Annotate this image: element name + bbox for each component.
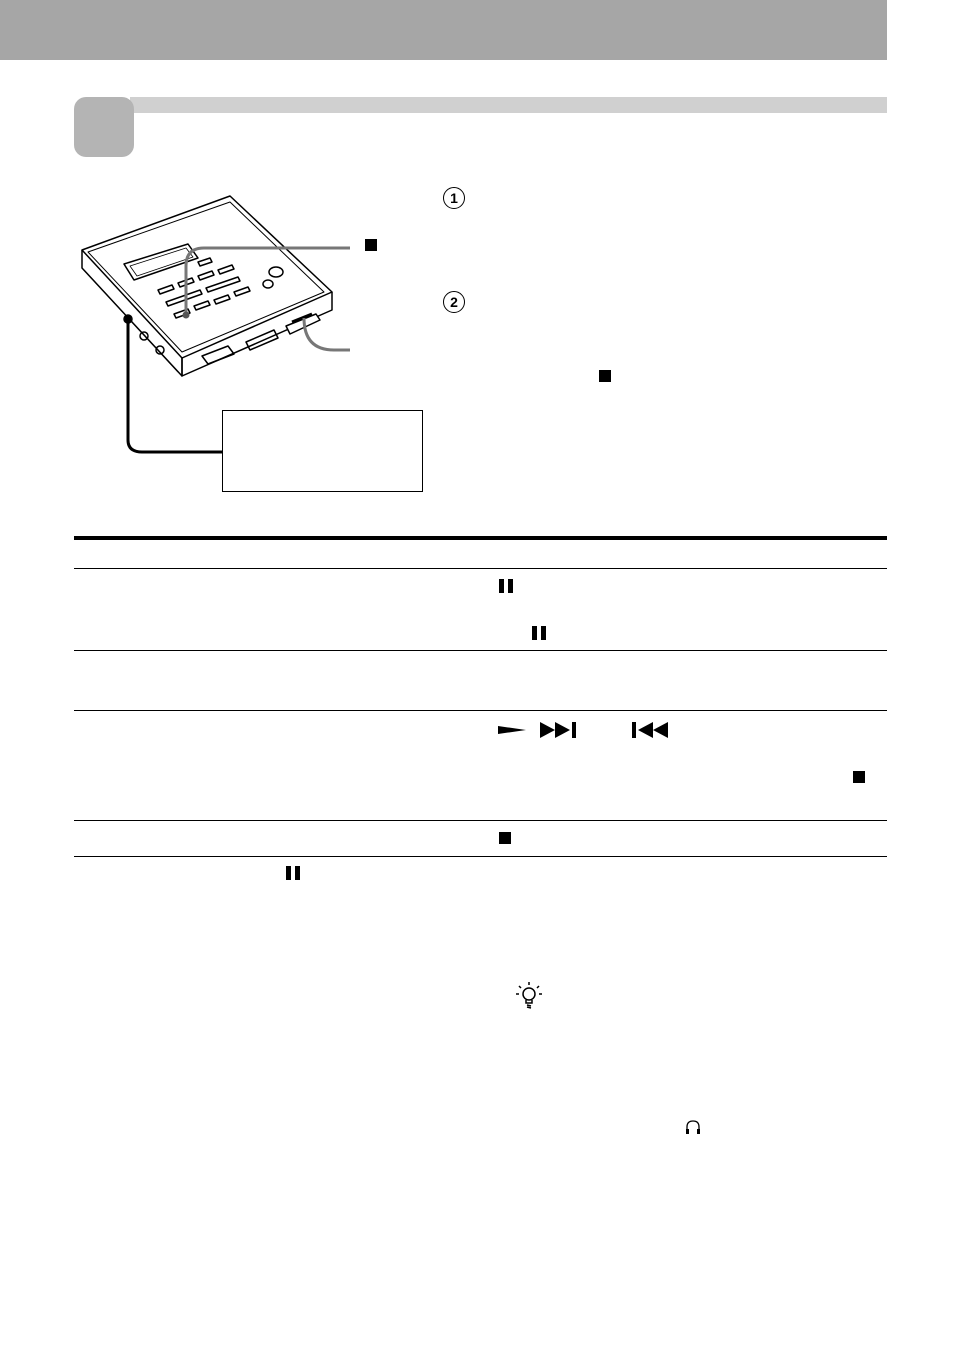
step-2-marker: 2 — [443, 291, 465, 313]
play-icon — [498, 723, 526, 737]
stop-icon — [365, 239, 377, 251]
stop-icon — [499, 832, 511, 844]
stop-icon — [599, 370, 611, 382]
stop-icon — [853, 771, 865, 783]
pause-icon — [286, 866, 300, 880]
table-top-rule — [74, 536, 887, 540]
hint-bulb-icon — [515, 980, 543, 1010]
next-track-icon — [540, 722, 578, 738]
section-band — [130, 97, 887, 113]
section-badge — [74, 97, 134, 157]
pause-icon — [499, 579, 513, 593]
table-row-divider — [74, 568, 887, 569]
table-row-divider — [74, 710, 887, 711]
table-row-divider — [74, 820, 887, 821]
table-row-divider — [74, 650, 887, 651]
header-bar — [0, 0, 887, 60]
connected-device-box — [222, 410, 423, 492]
step-1-marker: 1 — [443, 187, 465, 209]
previous-track-icon — [632, 722, 670, 738]
pause-icon — [532, 626, 546, 640]
table-row-divider — [74, 856, 887, 857]
headphones-icon — [685, 1119, 701, 1135]
